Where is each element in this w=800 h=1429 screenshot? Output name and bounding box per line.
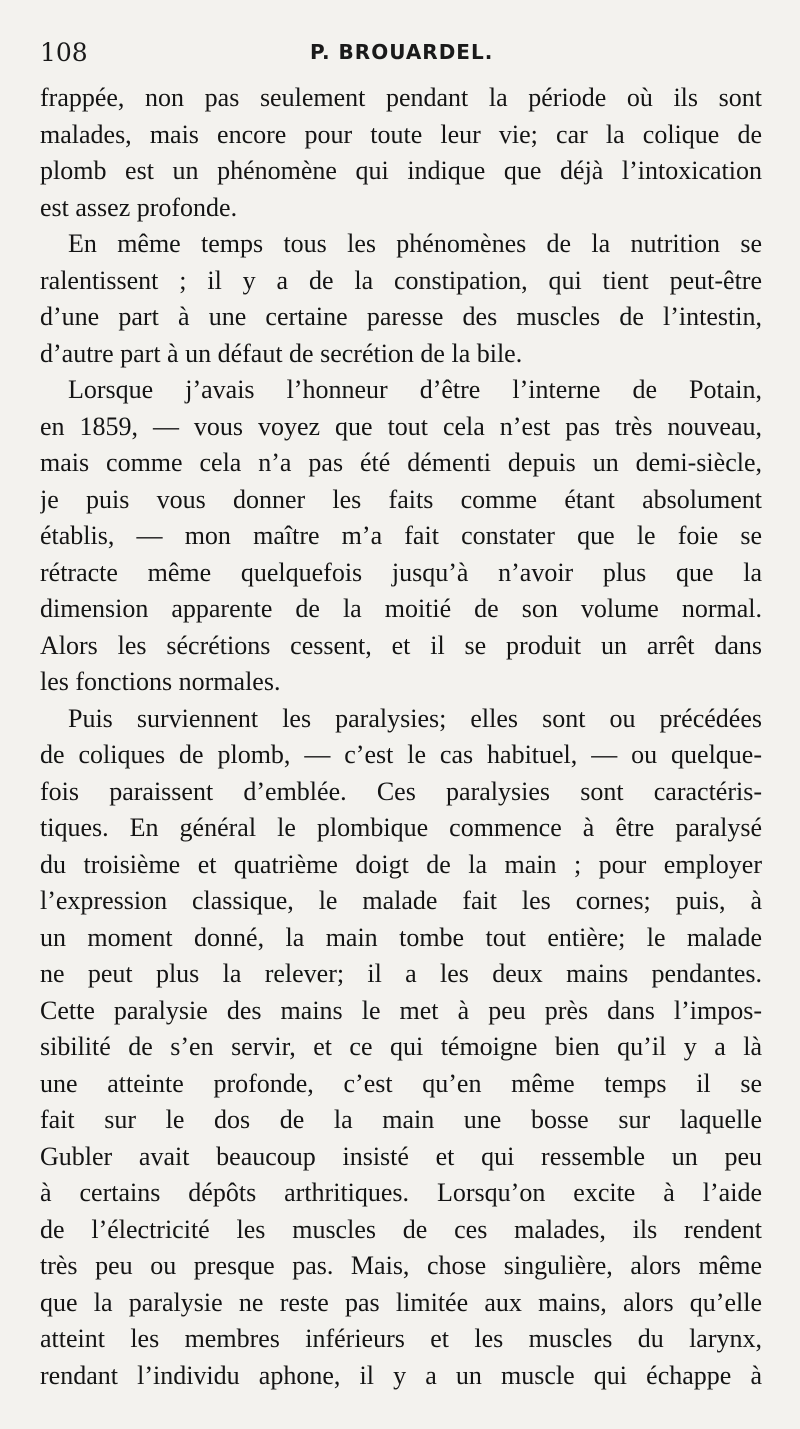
text-line: mais comme cela n’a pas été démenti depuis un demi-siècle, [40,448,762,477]
text-line: Puis surviennent les paralysies; elles sont ou précédées [68,703,762,733]
text-line: un moment donné, la main tombe tout entière; le malade [40,922,762,952]
text-line: ne peut plus la relever; il a les deux mains pendantes. [40,959,762,988]
text-line: sibilité de s’en servir, et ce qui témoigne bien qu’il y a là [40,1032,762,1061]
text-line: Cette paralysie des mains le met à peu près dans l’impos- [40,995,762,1025]
text-line: établis, — mon maître m’a fait constater que le foie se [40,521,762,550]
page-number: 108 [40,38,88,67]
text-line: Alors les sécrétions cessent, et il se produit un arrêt dans [40,630,762,660]
text-line: l’expression classique, le malade fait les cornes; puis, à [40,886,762,915]
text-line: dimension apparente de la moitié de son volume normal. [40,594,762,623]
text-line: je puis vous donner les faits comme étant absolument [40,484,762,514]
page-header [40,38,762,70]
text-line: est assez profonde. [40,192,238,222]
paragraph [40,80,762,226]
text-line: Lorsque j’avais l’honneur d’être l’interne de Potain, [68,375,762,404]
text-line: rendant l’individu aphone, il y a un muscle qui échappe à [40,1360,762,1390]
text-line: En même temps tous les phénomènes de la nutrition se [68,229,762,258]
text-line: du troisième et quatrième doigt de la main ; pour employer [40,849,762,879]
text-line: Gubler avait beaucoup insisté et qui ressemble un peu [40,1141,762,1171]
text-line: atteint les membres inférieurs et les muscles du larynx, [40,1324,762,1353]
paragraph [40,226,762,372]
text-line: tiques. En général le plombique commence à être paralysé [40,813,762,842]
text-line: frappée, non pas seulement pendant la période où ils sont [40,83,762,112]
text-line: ralentissent ; il y a de la constipation, qui tient peut-être [40,265,762,295]
paragraph [40,701,762,1395]
text-line: de coliques de plomb, — c’est le cas habituel, — ou quelque- [40,740,762,769]
running-head: P. BROUARDEL. [310,40,494,64]
text-line: de l’électricité les muscles de ces malades, ils rendent [40,1214,762,1244]
text-line: d’autre part à un défaut de secrétion de la bile. [40,338,523,368]
text-line: d’une part à une certaine paresse des muscles de l’intestin, [40,302,762,331]
text-line: très peu ou presque pas. Mais, chose singulière, alors même [40,1251,762,1280]
text-line: fois paraissent d’emblée. Ces paralysies sont caractéris- [40,776,762,806]
text-line: plomb est un phénomène qui indique que déjà l’intoxication [40,156,762,185]
text-line: que la paralysie ne reste pas limitée aux mains, alors qu’elle [40,1287,762,1317]
text-line: une atteinte profonde, c’est qu’en même temps il se [40,1068,762,1098]
text-line: les fonctions normales. [40,667,281,696]
text-line: à certains dépôts arthritiques. Lorsqu’on excite à l’aide [40,1178,762,1207]
text-line: fait sur le dos de la main une bosse sur laquelle [40,1105,762,1134]
body-text [40,80,762,1394]
text-line: malades, mais encore pour toute leur vie; car la colique de [40,119,762,149]
text-line: rétracte même quelquefois jusqu’à n’avoir plus que la [40,557,762,587]
paragraph [40,372,762,701]
text-line: en 1859, — vous voyez que tout cela n’est pas très nouveau, [40,411,762,441]
